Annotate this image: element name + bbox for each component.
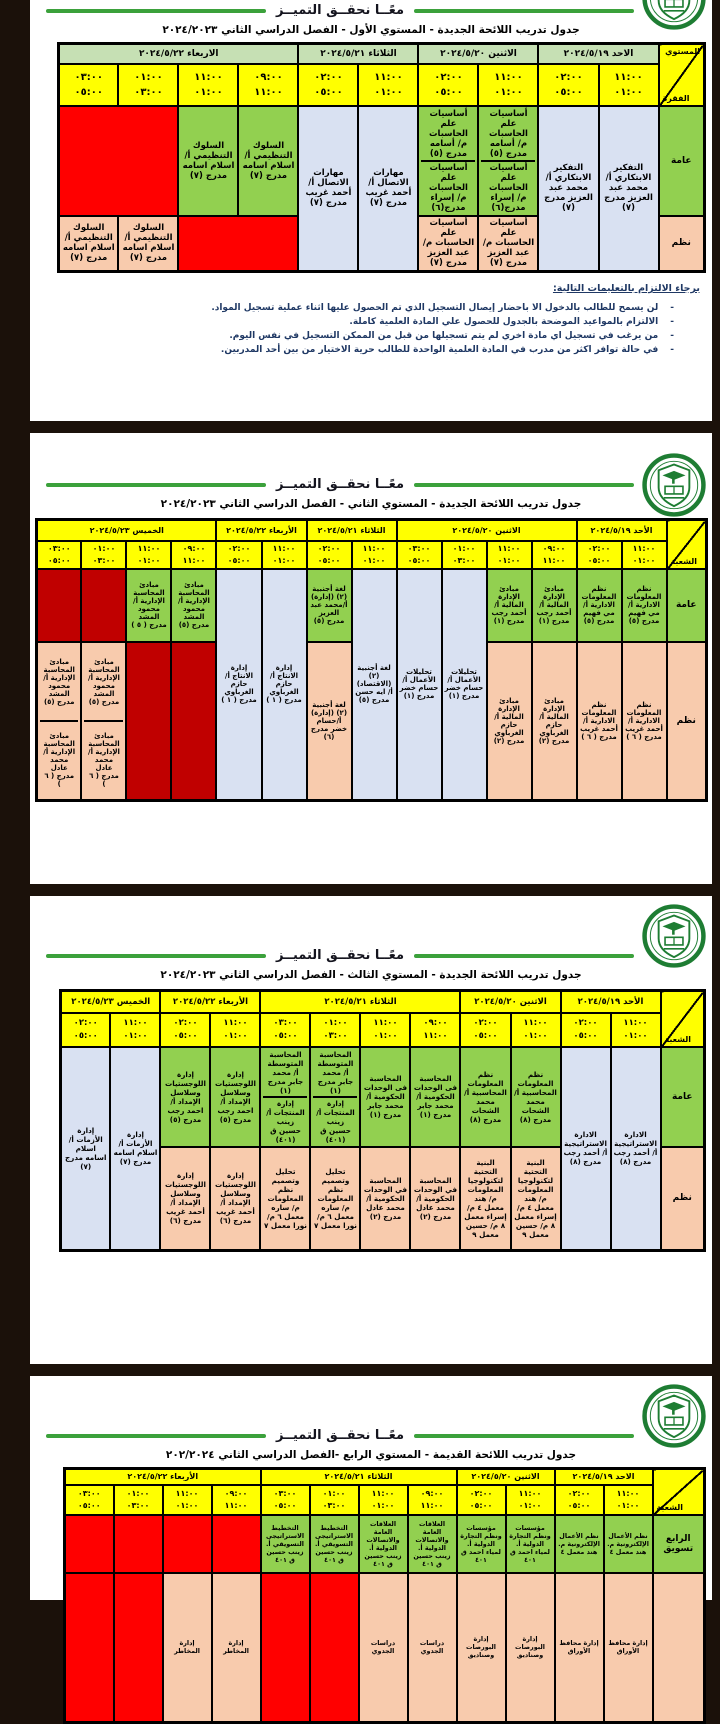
schedule-cell: تحليل وتصميم نظم المعلومات م/ ساره معمل ٦ م/ نورا معمل ٧ (310, 1147, 360, 1251)
document-page-level-4 (30, 1376, 712, 1660)
day-header-cell: الثلاثاء ٢٠٢٤/٥/٢١ (307, 520, 397, 541)
schedule-cell: أساسيات علم الحاسبات م/عبد العزيز مدرج (٧) (418, 216, 478, 272)
motto-row (46, 477, 634, 492)
schedule-cell: السلوك التنظيمي أ/ اسلام اسامه مدرج (٧) (118, 216, 178, 272)
row-label-cell: عامة (667, 569, 707, 642)
schedule-cell: الادارة الاستراتيجية أ/ أحمد رجب مدرج (٨) (611, 1047, 661, 1251)
schedule-cell: السلوك التنظيمي أ/ اسلام اسامه مدرج (٧) (238, 106, 298, 216)
corner-cell: الشعبة (653, 1469, 705, 1515)
schedule-cell: مهارات الاتصال أ/أحمد غريب مدرج (٧) (358, 106, 418, 272)
row-label-cell: عامة (659, 106, 705, 216)
day-header-cell: الأربعاء ٢٠٢٤/٥/٢٢ (216, 520, 306, 541)
motto-row (46, 1428, 634, 1443)
schedule-subcell: إدارة المنتجات أ/ زينب حسين ق (٤٠١) (263, 1096, 307, 1145)
schedule-cell: التخطيط الاستراتيجى التسويقي أ. زينب حسين ق ٤٠١ (261, 1515, 310, 1573)
schedule-cell: لغة أجنبية (٢) (إدارة) أ/حسام خضر مدرج (٦) (307, 642, 352, 801)
row-label-cell: نظم (659, 216, 705, 272)
schedule-cell: السلوك التنظيمي أ/ اسلام اسامه مدرج (٧) (178, 106, 238, 216)
schedule-cell: العلاقات العامة والاتصالات الدولية أ. زينب حسين ق ٤٠١ (408, 1515, 457, 1573)
schedule-cell: التفكير الابتكاري أ/ محمد عبد العزيز مدرج (٧) (538, 106, 598, 272)
schedule-cell: نظم المعلومات الادارية أ/ أحمد غريب مدرج ( ٦ ) (577, 642, 622, 801)
schedule-cell: التفكير الابتكاري أ/ محمد عبد العزيز مدرج (٧) (599, 106, 659, 272)
time-cell: ٠٢:٠٠ ٠٥:٠٠ (555, 1485, 604, 1515)
time-cell: ١١:٠٠ ٠١:٠٠ (487, 541, 532, 569)
university-logo-icon (642, 453, 706, 521)
time-cell: ٠٢:٠٠ ٠٥:٠٠ (460, 1013, 510, 1047)
time-cell: ١١:٠٠ ٠١:٠٠ (506, 1485, 555, 1515)
empty-slot-cell (126, 642, 171, 801)
schedule-cell: إدارة اللوجستيات وسلاسل الإمداد أ/ أحمد غريب مدرج (٦) (160, 1147, 210, 1251)
empty-slot-cell (163, 1515, 212, 1573)
empty-slot-cell (36, 569, 81, 642)
time-cell: ١١:٠٠ ٠١:٠٠ (262, 541, 307, 569)
time-cell: ٠٣:٠٠ ٠٥:٠٠ (64, 1485, 113, 1515)
time-cell: ١١:٠٠ ٠١:٠٠ (622, 541, 667, 569)
time-cell: ٠١:٠٠ ٠٣:٠٠ (310, 1485, 359, 1515)
schedule-cell (260, 1047, 310, 1147)
schedule-cell (310, 1047, 360, 1147)
row-label-cell (653, 1573, 705, 1723)
schedule-cell (418, 106, 478, 216)
schedule-cell: نظم المعلومات الادارية أ/ أحمد غريب مدرج ( ٦ ) (622, 642, 667, 801)
decorative-line (46, 9, 266, 13)
schedule-cell: العلاقات العامة والاتصالات الدولية أ. زينب حسين ق ٤٠١ (359, 1515, 408, 1573)
time-cell: ١١:٠٠ ٠١:٠٠ (352, 541, 397, 569)
empty-slot-cell (64, 1573, 113, 1723)
time-cell: ٠١:٠٠ ٠٣:٠٠ (81, 541, 126, 569)
schedule-cell: إدارة اللوجستيات وسلاسل الإمداد أ/ احمد رجب مدرج (٥) (160, 1047, 210, 1147)
empty-slot-cell (212, 1515, 261, 1573)
schedule-cell: البنية التحتية لتكنولوجيا المعلومات م/ هند معمل ٤ م/ إسراء معمل ٨ م/ حسين معمل ٩ (460, 1147, 510, 1251)
row-label-cell: نظم (667, 642, 707, 801)
time-cell: ٠١:٠٠ ٠٣:٠٠ (118, 64, 178, 106)
decorative-line (414, 954, 634, 958)
day-header-cell: الأربعاء ٢٠٢٤/٥/٢٢ (64, 1469, 260, 1485)
corner-cell: الشعبة (661, 991, 705, 1047)
time-cell: ١١:٠٠ ٠١:٠٠ (604, 1485, 653, 1515)
empty-slot-cell (310, 1573, 359, 1723)
schedule-cell: مؤسسات ونظم التجارة الدولية أ. لمياء احمد ق ٤٠١ (506, 1515, 555, 1573)
schedule-cell: مبادئ الإدارة المالية أ/ حازم الغرباوي مدرج (٢) (487, 642, 532, 801)
schedule-cell: السلوك التنظيمي أ/ اسلام اسامه مدرج (٧) (58, 216, 118, 272)
time-cell: ٠٩:٠٠ ١١:٠٠ (532, 541, 577, 569)
day-header-cell: الثلاثاء ٢٠٢٤/٥/٢١ (260, 991, 460, 1013)
schedule-table (35, 518, 708, 802)
schedule-table (63, 1467, 706, 1724)
schedule-cell: نظم المعلومات المحاسبية أ/ محمد الشحات مدرج (٨) (511, 1047, 561, 1147)
row-label-cell: عامة (661, 1047, 705, 1147)
schedule-cell: مؤسسات ونظم التجارة الدولية أ. لمياء احمد ق ٤٠١ (457, 1515, 506, 1573)
schedule-subcell: مبادئ المحاسبة الإدارية أ/ محمد عادل مدرج ( ٦ ) (40, 720, 79, 798)
schedule-cell: المحاسبة في الوحدات الحكومية أ/ محمد عادل مدرج (٢) (360, 1147, 410, 1251)
time-cell: ٠٣:٠٠ ٠٥:٠٠ (58, 64, 118, 106)
instruction-item: - لن يسمح للطالب بالدخول الا باحضار إيصال التسجيل الذي تم الحصول عليها اثناء عملية تسجيل المواد. (52, 303, 700, 313)
schedule-cell: المحاسبة في الوحدات الحكومية أ/ محمد عادل مدرج (٢) (410, 1147, 460, 1251)
schedule-title: جدول تدريب اللائحة القديمة - المستوي الرابع -الفصل الدراسي الثاني ٢٠٢/٢٠٢٤ (165, 1449, 577, 1461)
schedule-subcell: إدارة المنتجات أ/ زينب حسين ق (٤٠١) (313, 1096, 357, 1145)
university-logo-icon (642, 1384, 706, 1452)
time-cell: ٠٩:٠٠ ١١:٠٠ (408, 1485, 457, 1515)
motto-title: معًــا نحقــق التميــز (275, 1428, 405, 1443)
empty-slot-cell (114, 1573, 163, 1723)
decorative-line (46, 483, 266, 487)
university-logo-icon (642, 904, 706, 972)
motto-row (46, 3, 634, 18)
day-header-cell: الاحد ٢٠٢٤/٥/١٩ (538, 44, 658, 64)
schedule-cell: إدارة البورصات وصناديق (506, 1573, 555, 1723)
schedule-cell: نظم المعلومات الادارية أ/ مي فهيم مدرج (٥) (622, 569, 667, 642)
decorative-line (414, 483, 634, 487)
schedule-cell: نظم الأعمال الإلكترونية م. هند معمل ٤ (604, 1515, 653, 1573)
schedule-cell: مهارات الاتصال أ/أحمد غريب مدرج (٧) (298, 106, 358, 272)
document-page-level-1 (30, 0, 712, 421)
schedule-title: جدول تدريب اللائحة الجديدة - المستوي الأول - الفصل الدراسي الثاني ٢٠٢٤/٢٠٢٣ (162, 24, 580, 36)
schedule-cell: التخطيط الاستراتيجى التسويقي أ. زينب حسين ق ٤٠١ (310, 1515, 359, 1573)
schedule-cell: إدارة اللوجستيات وسلاسل الإمداد أ/ أحمد غريب مدرج (٦) (210, 1147, 260, 1251)
schedule-cell: دراسات الجدوي (359, 1573, 408, 1723)
schedule-subcell: المحاسبة المتوسطة أ/ محمد جابر مدرج (١) (317, 1049, 354, 1095)
document-page-level-3 (30, 896, 712, 1364)
schedule-cell: إدارة محافظ الأوراق (555, 1573, 604, 1723)
schedule-cell (36, 642, 81, 801)
time-cell: ٠٢:٠٠ ٠٥:٠٠ (538, 64, 598, 106)
time-cell: ٠٢:٠٠ ٠٥:٠٠ (216, 541, 261, 569)
empty-slot-cell (81, 569, 126, 642)
schedule-cell: إدارة الأزمات أ/ اسلام اسامه مدرج (٧) (60, 1047, 110, 1251)
schedule-cell: مبادئ الإدارة المالية أ/ أحمد رجب مدرج (١) (532, 569, 577, 642)
schedule-cell: تحليلات الأعمال أ/ حسام خضر مدرج (١) (442, 569, 487, 801)
schedule-cell: مبادئ المحاسبة الإدارية أ/ محمود المشد مدرج (٥) (171, 569, 216, 642)
time-cell: ٠٩:٠٠ ١١:٠٠ (171, 541, 216, 569)
schedule-cell: نظم المعلومات الادارية أ/ مي فهيم مدرج (٥) (577, 569, 622, 642)
schedule-cell: أساسيات علم الحاسبات م/عبد العزيز مدرج (٧) (478, 216, 538, 272)
time-cell: ١١:٠٠ ٠١:٠٠ (359, 1485, 408, 1515)
time-cell: ٠٢:٠٠ ٠٥:٠٠ (160, 1013, 210, 1047)
schedule-subcell: مبادئ المحاسبة الإدارية أ/ محمود المشد مدرج (٥) (43, 657, 76, 706)
time-cell: ٠٢:٠٠ ٠٥:٠٠ (60, 1013, 110, 1047)
time-cell: ١١:٠٠ ٠١:٠٠ (611, 1013, 661, 1047)
day-header-cell: الاثنين ٢٠٢٤/٥/٢٠ (418, 44, 538, 64)
empty-slot-cell (58, 106, 178, 216)
schedule-title: جدول تدريب اللائحة الجديدة - المستوي الثاني - الفصل الدراسي الثاني ٢٠٢٤/٢٠٢٣ (160, 498, 582, 510)
day-header-cell: الخميس ٢٠٢٤/٥/٢٣ (60, 991, 160, 1013)
empty-slot-cell (171, 642, 216, 801)
time-cell: ٠١:٠٠ ٠٣:٠٠ (442, 541, 487, 569)
schedule-cell: مبادئ الإدارة المالية أ/ أحمد رجب مدرج (١) (487, 569, 532, 642)
schedule-cell: تحليلات الأعمال أ/ حسام خضر مدرج (١) (397, 569, 442, 801)
instructions (52, 283, 700, 355)
schedule-cell: إدارة محافظ الأوراق (604, 1573, 653, 1723)
schedule-cell: تحليل وتصميم نظم المعلومات م/ ساره معمل ٦ م/ نورا معمل ٧ (260, 1147, 310, 1251)
schedule-cell: إدارة المخاطر (163, 1573, 212, 1723)
time-cell: ٠٢:٠٠ ٠٥:٠٠ (307, 541, 352, 569)
schedule-cell: المحاسبة فى الوحدات الحكومية أ/ محمد جابر مدرج (١) (360, 1047, 410, 1147)
document-page-level-2 (30, 433, 712, 884)
time-cell: ٠٢:٠٠ ٠٥:٠٠ (577, 541, 622, 569)
schedule-cell: البنية التحتية لتكنولوجيا المعلومات م/ هند معمل ٤ م/ إسراء معمل ٨ م/ حسين معمل ٩ (511, 1147, 561, 1251)
day-header-cell: الاثنين ٢٠٢٤/٥/٢٠ (460, 991, 560, 1013)
motto-title: معًــا نحقــق التميــز (275, 3, 405, 18)
schedule-cell (81, 642, 126, 801)
schedule-cell: نظم الأعمال الإلكترونية م. هند معمل ٤ (555, 1515, 604, 1573)
time-cell: ١١:٠٠ ٠١:٠٠ (110, 1013, 160, 1047)
corner-cell: المستوي الفقرة (659, 44, 705, 106)
schedule-cell: المحاسبة فى الوحدات الحكومية أ/ محمد جابر مدرج (١) (410, 1047, 460, 1147)
time-cell: ١١:٠٠ ٠١:٠٠ (511, 1013, 561, 1047)
schedule-cell: إدارة المخاطر (212, 1573, 261, 1723)
time-cell: ٠٣:٠٠ ٠٥:٠٠ (397, 541, 442, 569)
time-cell: ٠٣:٠٠ ٠٥:٠٠ (261, 1485, 310, 1515)
time-cell: ٠٢:٠٠ ٠٥:٠٠ (457, 1485, 506, 1515)
schedule-cell (478, 106, 538, 216)
day-header-cell: الخميس ٢٠٢٤/٥/٢٣ (36, 520, 216, 541)
time-cell: ٠٣:٠٠ ٠٥:٠٠ (36, 541, 81, 569)
day-header-cell: الثلاثاء ٢٠٢٤/٥/٢١ (298, 44, 418, 64)
empty-slot-cell (261, 1573, 310, 1723)
time-cell: ١١:٠٠ ٠١:٠٠ (178, 64, 238, 106)
time-cell: ١١:٠٠ ٠١:٠٠ (358, 64, 418, 106)
time-cell: ٠٢:٠٠ ٠٥:٠٠ (298, 64, 358, 106)
time-cell: ٠١:٠٠ ٠٣:٠٠ (310, 1013, 360, 1047)
day-header-cell: الاثنين ٢٠٢٤/٥/٢٠ (457, 1469, 555, 1485)
schedule-subcell: أساسيات علم الحاسبات م/ أسامه مدرج (٥) (488, 108, 528, 159)
university-logo-icon (642, 0, 706, 34)
instruction-item: - من يرغب في تسجيل اي مادة اخري لم يتم تسجيلها من قبل من الممكن التسجيل في نفس اليوم. (52, 331, 700, 341)
instruction-item: - الالتزام بالمواعيد الموضحة بالجدول للحصول علي المادة العلمية كاملة. (52, 317, 700, 327)
schedule-subcell: أساسيات علم الحاسبات م/ إسراء مدرج(٦) (421, 160, 475, 214)
schedule-cell: الادارة الاستراتيجية أ/ أحمد رجب مدرج (٨) (561, 1047, 611, 1251)
schedule-cell: مبادئ المحاسبة الإدارية أ/ محمود المشد مدرج ( ٥ ) (126, 569, 171, 642)
time-cell: ١١:٠٠ ٠١:٠٠ (210, 1013, 260, 1047)
schedule-cell: إدارة الانتاج أ/ حازم الغرباوي مدرج ( ١ ) (216, 569, 261, 801)
empty-slot-cell (114, 1515, 163, 1573)
schedule-subcell: مبادئ المحاسبة الإدارية أ/ محمد عادل مدرج ( ٦ ) (84, 720, 123, 798)
schedule-cell: نظم المعلومات المحاسبية أ/ محمد الشحات مدرج (٨) (460, 1047, 510, 1147)
schedule-cell: مبادئ الإدارة المالية أ/ حازم الغرباوي مدرج (٢) (532, 642, 577, 801)
time-cell: ١١:٠٠ ٠١:٠٠ (599, 64, 659, 106)
time-cell: ٠٣:٠٠ ٠٥:٠٠ (260, 1013, 310, 1047)
row-label-cell: الرابع تسويق (653, 1515, 705, 1573)
motto-title: معًــا نحقــق التميــز (275, 948, 405, 963)
empty-slot-cell (178, 216, 298, 272)
schedule-table (59, 989, 706, 1252)
schedule-cell: إدارة الانتاج أ/ حازم الغرباوي مدرج ( ١ ) (262, 569, 307, 801)
instruction-item: - في حالة توافر اكثر من مدرب في المادة العلمية الواحدة للطالب حرية الاختيار من بين أحد المدربين. (52, 345, 700, 355)
time-cell: ٠٩:٠٠ ١١:٠٠ (410, 1013, 460, 1047)
day-header-cell: الاثنين ٢٠٢٤/٥/٢٠ (397, 520, 577, 541)
time-cell: ٠٢:٠٠ ٠٥:٠٠ (561, 1013, 611, 1047)
day-header-cell: الاحد ٢٠٢٤/٥/١٩ (555, 1469, 653, 1485)
schedule-table-container (30, 989, 706, 1252)
schedule-subcell: المحاسبة المتوسطة أ/ محمد جابر مدرج (١) (267, 1049, 304, 1095)
schedule-table-container (30, 518, 708, 802)
time-cell: ١١:٠٠ ٠١:٠٠ (163, 1485, 212, 1515)
schedule-table-container (30, 42, 706, 273)
schedule-cell: إدارة الأزمات أ/ اسلام اسامه مدرج (٧) (110, 1047, 160, 1251)
time-cell: ١١:٠٠ ٠١:٠٠ (360, 1013, 410, 1047)
schedule-subcell: أساسيات علم الحاسبات م/ أسامه مدرج (٥) (428, 108, 468, 159)
schedule-title: جدول تدريب اللائحة الجديدة - المستوي الثالث - الفصل الدراسي الثاني ٢٠٢٤/٢٠٢٣ (160, 969, 582, 981)
schedule-table (57, 42, 706, 273)
decorative-line (414, 1434, 634, 1438)
time-cell: ٠١:٠٠ ٠٣:٠٠ (114, 1485, 163, 1515)
time-cell: ٠٩:٠٠ ١١:٠٠ (238, 64, 298, 106)
time-cell: ٠٢:٠٠ ٠٥:٠٠ (418, 64, 478, 106)
decorative-line (46, 1434, 266, 1438)
time-cell: ١١:٠٠ ٠١:٠٠ (126, 541, 171, 569)
schedule-subcell: أساسيات علم الحاسبات م/ إسراء مدرج(٦) (481, 160, 535, 214)
schedule-cell: لغة أجنبية (٢) (الاقتصاد) أ/ ايه حسن مدرج (٥) (352, 569, 397, 801)
schedule-cell: إدارة اللوجستيات وسلاسل الإمداد أ/ احمد رجب مدرج (٥) (210, 1047, 260, 1147)
motto-row (46, 948, 634, 963)
schedule-cell: إدارة البورصات وصناديق (457, 1573, 506, 1723)
empty-slot-cell (64, 1515, 113, 1573)
decorative-line (46, 954, 266, 958)
schedule-cell: لغة أجنبية (٢) (إدارة) أ/محمد عبد العزيز مدرج (٥) (307, 569, 352, 642)
schedule-cell: دراسات الجدوي (408, 1573, 457, 1723)
decorative-line (414, 9, 634, 13)
day-header-cell: الاربعاء ٢٠٢٤/٥/٢٢ (58, 44, 298, 64)
schedule-table-container (30, 1467, 706, 1724)
day-header-cell: الثلاثاء ٢٠٢٤/٥/٢١ (261, 1469, 457, 1485)
day-header-cell: الأحد ٢٠٢٤/٥/١٩ (577, 520, 667, 541)
motto-title: معًــا نحقــق التميــز (275, 477, 405, 492)
corner-cell: الشعبة (667, 520, 707, 569)
row-label-cell: نظم (661, 1147, 705, 1251)
time-cell: ١١:٠٠ ٠١:٠٠ (478, 64, 538, 106)
day-header-cell: الأحد ٢٠٢٤/٥/١٩ (561, 991, 661, 1013)
instructions-heading: برجاء الالتزام بالتعليمات التالية: (552, 283, 700, 294)
schedule-subcell: مبادئ المحاسبة الإدارية أ/ محمود المشد مدرج (٥) (88, 657, 120, 706)
time-cell: ٠٩:٠٠ ١١:٠٠ (212, 1485, 261, 1515)
day-header-cell: الأربعاء ٢٠٢٤/٥/٢٢ (160, 991, 260, 1013)
